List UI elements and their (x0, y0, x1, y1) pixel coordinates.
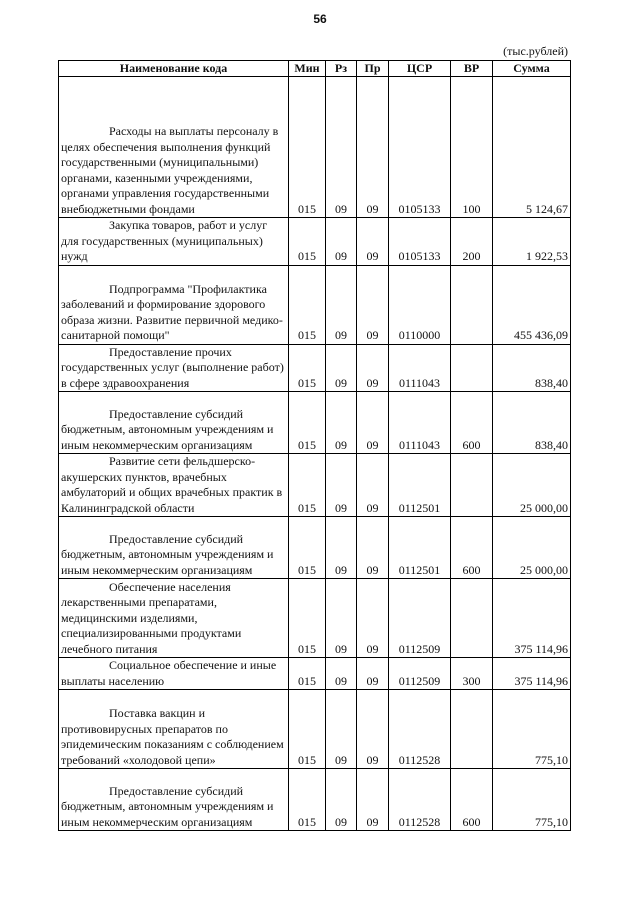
row-name: Предоставление субсидий бюджетным, автономным учреждениям и иным некоммерческим организациям (59, 769, 289, 831)
row-sum: 5 124,67 (493, 77, 571, 218)
row-name: Предоставление субсидий бюджетным, автономным учреждениям и иным некоммерческим организациям (59, 392, 289, 454)
row-name: Обеспечение населения лекарственными препаратами, медицинскими изделиями, специализированными продуктами лечебного питания (59, 579, 289, 658)
row-pr: 09 (357, 517, 389, 579)
row-sum: 375 114,96 (493, 658, 571, 690)
row-rz: 09 (326, 344, 357, 392)
row-csr: 0110000 (389, 265, 451, 344)
table-row (59, 218, 571, 266)
row-vr: 600 (451, 769, 493, 831)
row-min: 015 (289, 392, 326, 454)
table-row (59, 517, 571, 579)
table-row (59, 344, 571, 392)
row-name: Социальное обеспечение и иные выплаты населению (59, 658, 289, 690)
row-sum: 838,40 (493, 344, 571, 392)
table-row (59, 658, 571, 690)
row-name: Закупка товаров, работ и услуг для государственных (муниципальных) нужд (59, 218, 289, 266)
table-header-row (59, 61, 571, 77)
units-label: (тыс.рублей) (503, 44, 568, 58)
row-pr: 09 (357, 454, 389, 517)
row-min: 015 (289, 344, 326, 392)
row-pr: 09 (357, 265, 389, 344)
row-min: 015 (289, 77, 326, 218)
row-vr: 300 (451, 658, 493, 690)
table-row (59, 392, 571, 454)
row-min: 015 (289, 454, 326, 517)
row-pr: 09 (357, 769, 389, 831)
row-vr (451, 454, 493, 517)
row-name: Подпрограмма "Профилактика заболеваний и формирование здорового образа жизни. Развитие первичной медико-санитарной помощи" (59, 265, 289, 344)
row-sum: 775,10 (493, 690, 571, 769)
row-rz: 09 (326, 658, 357, 690)
row-sum: 775,10 (493, 769, 571, 831)
row-vr (451, 265, 493, 344)
header-rz: Рз (326, 61, 357, 77)
row-sum: 25 000,00 (493, 454, 571, 517)
row-sum: 455 436,09 (493, 265, 571, 344)
row-min: 015 (289, 690, 326, 769)
table-row (59, 77, 571, 218)
row-rz: 09 (326, 265, 357, 344)
row-pr: 09 (357, 218, 389, 266)
row-csr: 0105133 (389, 218, 451, 266)
row-min: 015 (289, 218, 326, 266)
table-row (59, 454, 571, 517)
row-min: 015 (289, 658, 326, 690)
header-min: Мин (289, 61, 326, 77)
row-name: Развитие сети фельдшерско-акушерских пунктов, врачебных амбулаторий и общих врачебных практик в Калининградской области (59, 454, 289, 517)
row-name: Поставка вакцин и противовирусных препаратов по эпидемическим показаниям с соблюдением требований «холодовой цепи» (59, 690, 289, 769)
row-sum: 1 922,53 (493, 218, 571, 266)
header-name: Наименование кода (59, 61, 289, 77)
row-rz: 09 (326, 392, 357, 454)
row-min: 015 (289, 517, 326, 579)
row-min: 015 (289, 769, 326, 831)
row-csr: 0111043 (389, 392, 451, 454)
row-sum: 25 000,00 (493, 517, 571, 579)
row-vr: 600 (451, 517, 493, 579)
row-csr: 0112501 (389, 454, 451, 517)
table-row (59, 690, 571, 769)
header-vr: ВР (451, 61, 493, 77)
table-row (59, 265, 571, 344)
row-rz: 09 (326, 218, 357, 266)
row-rz: 09 (326, 517, 357, 579)
header-csr: ЦСР (389, 61, 451, 77)
row-csr: 0112509 (389, 658, 451, 690)
row-pr: 09 (357, 690, 389, 769)
row-pr: 09 (357, 579, 389, 658)
row-rz: 09 (326, 77, 357, 218)
row-min: 015 (289, 579, 326, 658)
row-csr: 0112528 (389, 690, 451, 769)
row-csr: 0112528 (389, 769, 451, 831)
row-csr: 0112509 (389, 579, 451, 658)
budget-table (58, 60, 571, 831)
row-vr: 200 (451, 218, 493, 266)
row-sum: 375 114,96 (493, 579, 571, 658)
row-vr: 600 (451, 392, 493, 454)
table-row (59, 579, 571, 658)
row-vr (451, 344, 493, 392)
row-rz: 09 (326, 579, 357, 658)
header-sum: Сумма (493, 61, 571, 77)
row-csr: 0105133 (389, 77, 451, 218)
row-name: Расходы на выплаты персоналу в целях обеспечения выполнения функций государственными (муниципальными) органами, казенными учреждениями, органами управления государственными внебюджетными фондами (59, 77, 289, 218)
row-rz: 09 (326, 690, 357, 769)
page-number: 56 (313, 12, 327, 26)
row-pr: 09 (357, 344, 389, 392)
row-csr: 0111043 (389, 344, 451, 392)
row-name: Предоставление субсидий бюджетным, автономным учреждениям и иным некоммерческим организациям (59, 517, 289, 579)
row-vr (451, 579, 493, 658)
row-name: Предоставление прочих государственных услуг (выполнение работ) в сфере здравоохранения (59, 344, 289, 392)
header-pr: Пр (357, 61, 389, 77)
row-sum: 838,40 (493, 392, 571, 454)
row-rz: 09 (326, 769, 357, 831)
row-min: 015 (289, 265, 326, 344)
table-row (59, 769, 571, 831)
row-rz: 09 (326, 454, 357, 517)
row-pr: 09 (357, 392, 389, 454)
row-pr: 09 (357, 77, 389, 218)
row-vr: 100 (451, 77, 493, 218)
row-csr: 0112501 (389, 517, 451, 579)
row-pr: 09 (357, 658, 389, 690)
row-vr (451, 690, 493, 769)
